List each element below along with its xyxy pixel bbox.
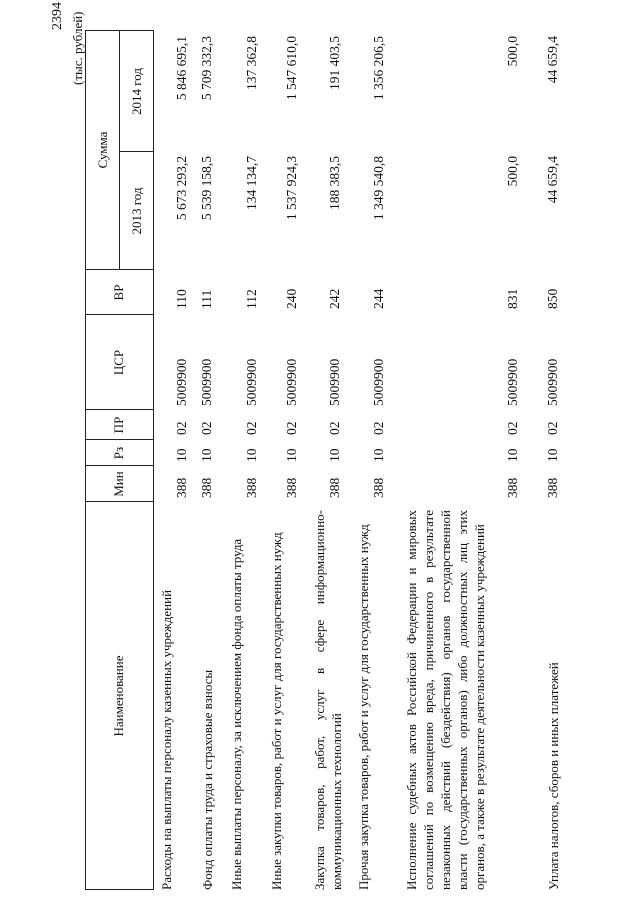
- row-0-2014: 5 846 695,1: [174, 36, 189, 101]
- row-2-2014: 137 362,8: [244, 36, 259, 90]
- row-4-csr: 5009900: [327, 358, 342, 406]
- row-1-2014: 5 709 332,3: [199, 36, 214, 101]
- row-6-vr: 831: [505, 288, 520, 309]
- row-5-2014: 1 356 206,5: [371, 36, 386, 101]
- row-1-name: Фонд оплаты труда и страховые взносы: [200, 669, 215, 890]
- row-1-rz: 10: [199, 448, 214, 462]
- row-3-min: 388: [284, 477, 299, 498]
- row-5-name: Прочая закупка товаров, работ и услуг для государственных нужд: [356, 524, 371, 890]
- row-7-min: 388: [545, 477, 560, 498]
- row-5-2013: 1 349 540,8: [371, 156, 386, 221]
- row-3-2014: 1 547 610,0: [284, 36, 299, 101]
- row-1-pr: 02: [199, 421, 214, 435]
- row-6-name: Исполнение судебных актов Российской Федерации и мировых соглашений по возмещению вреда, причиненного в результате незаконных действий (бездействия) органов государственной власти (государственных органов) либо должностных лиц этих органов, а также в результате деятельности казенных учреждений: [404, 510, 487, 890]
- header-2013: 2013 год: [129, 187, 144, 235]
- row-6-min: 388: [505, 477, 520, 498]
- row-5-pr: 02: [371, 421, 386, 435]
- row-2-name: Иные выплаты персоналу, за исключением фонда оплаты труда: [229, 538, 244, 890]
- row-7-2014: 44 659,4: [545, 36, 560, 84]
- row-0-csr: 5009900: [174, 358, 189, 406]
- row-7-2013: 44 659,4: [545, 156, 560, 204]
- row-5-vr: 244: [371, 288, 386, 309]
- row-5-csr: 5009900: [371, 358, 386, 406]
- rotated-page: [15, 2, 615, 890]
- header-pr: ПР: [111, 416, 126, 434]
- row-4-2014: 191 403,5: [327, 36, 342, 90]
- row-1-min: 388: [199, 477, 214, 498]
- row-4-2013: 188 383,5: [327, 156, 342, 210]
- row-0-rz: 10: [174, 448, 189, 462]
- header-vr: ВР: [111, 284, 126, 301]
- row-2-pr: 02: [244, 421, 259, 435]
- units-label: (тыс. рублей): [70, 11, 85, 85]
- row-3-2013: 1 537 924,3: [284, 156, 299, 221]
- row-6-csr: 5009900: [505, 358, 520, 406]
- row-6-rz: 10: [505, 448, 520, 462]
- row-3-pr: 02: [284, 421, 299, 435]
- row-4-name: Закупка товаров, работ, услуг в сфере информационно-коммуникационных технологий: [312, 510, 344, 890]
- row-0-pr: 02: [174, 421, 189, 435]
- row-4-vr: 242: [327, 288, 342, 309]
- row-3-name: Иные закупки товаров, работ и услуг для государственных нужд: [269, 532, 284, 890]
- page-number: 2394: [50, 2, 65, 30]
- row-4-min: 388: [327, 477, 342, 498]
- row-7-vr: 850: [545, 288, 560, 309]
- row-2-csr: 5009900: [244, 358, 259, 406]
- row-6-pr: 02: [505, 421, 520, 435]
- row-2-2013: 134 134,7: [244, 156, 259, 210]
- row-1-csr: 5009900: [199, 358, 214, 406]
- row-4-rz: 10: [327, 448, 342, 462]
- row-7-rz: 10: [545, 448, 560, 462]
- row-4-pr: 02: [327, 421, 342, 435]
- row-1-vr: 111: [199, 289, 214, 309]
- row-0-vr: 110: [174, 289, 189, 309]
- header-sum: Сумма: [95, 131, 110, 169]
- header-min: Мин: [111, 471, 126, 497]
- row-5-rz: 10: [371, 448, 386, 462]
- row-5-min: 388: [371, 477, 386, 498]
- header-name: Наименование: [111, 655, 126, 737]
- table-top-border: [85, 30, 86, 890]
- row-2-rz: 10: [244, 448, 259, 462]
- row-3-csr: 5009900: [284, 358, 299, 406]
- row-3-rz: 10: [284, 448, 299, 462]
- header-bottom-border: [153, 30, 154, 890]
- row-3-vr: 240: [284, 288, 299, 309]
- row-7-name: Уплата налогов, сборов и иных платежей: [546, 662, 561, 890]
- row-0-min: 388: [174, 477, 189, 498]
- row-6-2013: 500,0: [505, 156, 520, 187]
- header-rz: Рз: [111, 446, 126, 460]
- sum-divider: [119, 30, 120, 270]
- row-6-2014: 500,0: [505, 36, 520, 67]
- row-2-min: 388: [244, 477, 259, 498]
- row-7-csr: 5009900: [545, 358, 560, 406]
- row-2-vr: 112: [244, 289, 259, 309]
- row-7-pr: 02: [545, 421, 560, 435]
- header-2014: 2014 год: [129, 68, 144, 115]
- row-1-2013: 5 539 158,5: [199, 156, 214, 221]
- row-0-name: Расходы на выплаты персоналу казенных учреждений: [159, 589, 174, 890]
- row-0-2013: 5 673 293,2: [174, 156, 189, 221]
- header-csr: ЦСР: [111, 349, 126, 376]
